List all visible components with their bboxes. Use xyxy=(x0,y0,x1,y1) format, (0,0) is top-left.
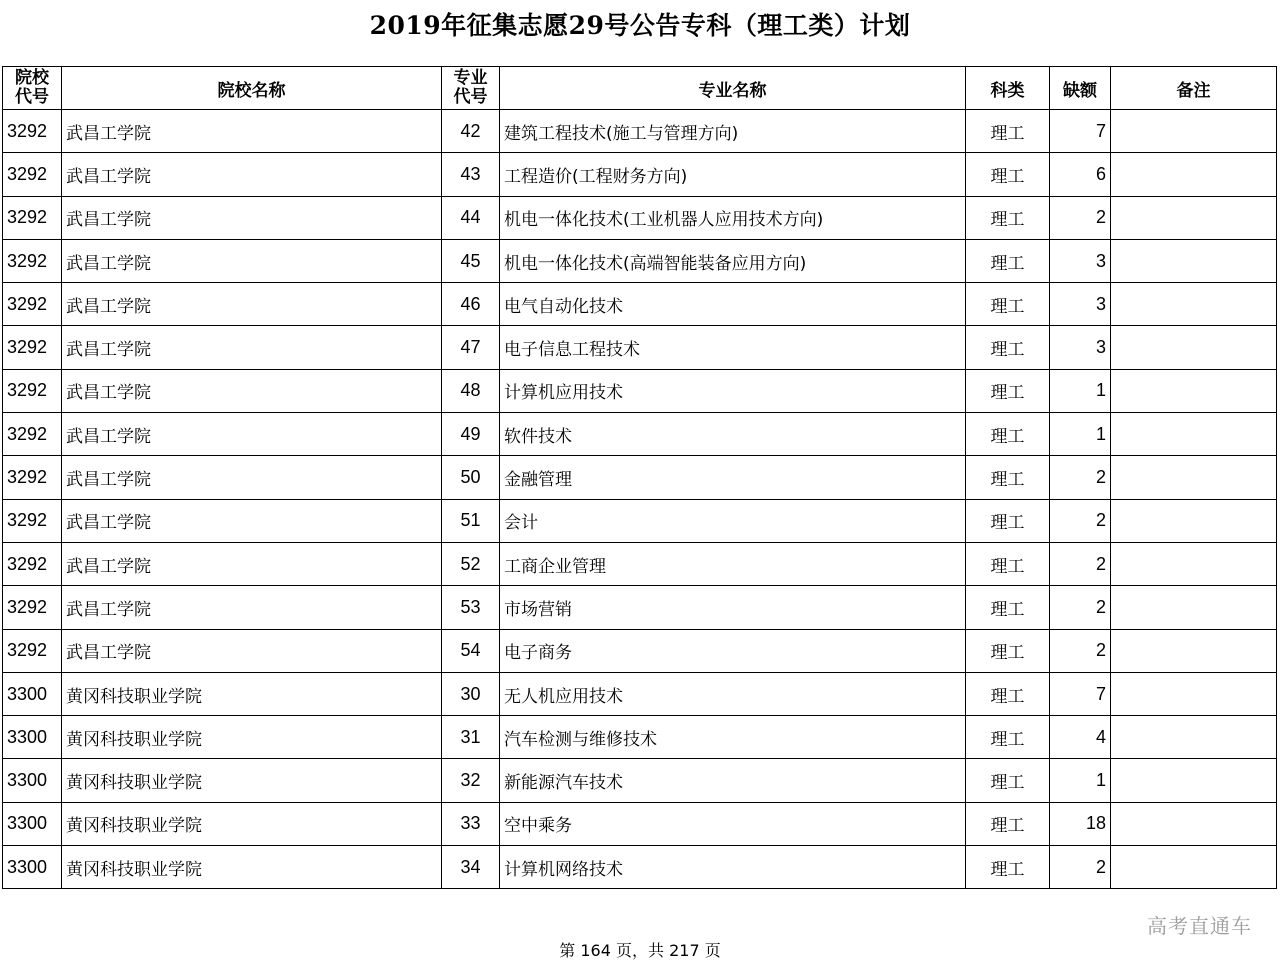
cell-major-name: 软件技术 xyxy=(500,413,966,456)
cell-remarks xyxy=(1111,499,1277,542)
cell-quota: 7 xyxy=(1050,672,1111,715)
cell-remarks xyxy=(1111,802,1277,845)
table-row xyxy=(3,110,1277,153)
cell-category: 理工 xyxy=(966,153,1050,196)
table-row xyxy=(3,542,1277,585)
cell-school-name: 黄冈科技职业学院 xyxy=(62,802,442,845)
cell-major-code: 30 xyxy=(442,672,500,715)
cell-quota: 1 xyxy=(1050,369,1111,412)
cell-quota: 2 xyxy=(1050,456,1111,499)
header-school-code xyxy=(3,67,62,110)
cell-school-name: 黄冈科技职业学院 xyxy=(62,716,442,759)
table-row xyxy=(3,499,1277,542)
cell-remarks xyxy=(1111,846,1277,889)
cell-remarks xyxy=(1111,369,1277,412)
cell-major-name: 汽车检测与维修技术 xyxy=(500,716,966,759)
header-quota: 缺额 xyxy=(1050,67,1111,110)
cell-school-code: 3292 xyxy=(3,283,62,326)
cell-major-code: 31 xyxy=(442,716,500,759)
cell-school-code: 3300 xyxy=(3,846,62,889)
cell-major-code: 44 xyxy=(442,196,500,239)
cell-remarks xyxy=(1111,759,1277,802)
cell-major-name: 建筑工程技术(施工与管理方向) xyxy=(500,110,966,153)
cell-school-name: 武昌工学院 xyxy=(62,110,442,153)
cell-school-name: 武昌工学院 xyxy=(62,629,442,672)
table-row xyxy=(3,759,1277,802)
cell-quota: 3 xyxy=(1050,283,1111,326)
cell-category: 理工 xyxy=(966,672,1050,715)
cell-school-code: 3292 xyxy=(3,196,62,239)
table-row xyxy=(3,196,1277,239)
cell-major-name: 会计 xyxy=(500,499,966,542)
document-title: 2019年征集志愿29号公告专科（理工类）计划 xyxy=(369,11,911,40)
cell-major-name: 新能源汽车技术 xyxy=(500,759,966,802)
cell-remarks xyxy=(1111,110,1277,153)
cell-school-code: 3292 xyxy=(3,499,62,542)
cell-quota: 2 xyxy=(1050,586,1111,629)
table-row xyxy=(3,153,1277,196)
cell-remarks xyxy=(1111,196,1277,239)
cell-quota: 18 xyxy=(1050,802,1111,845)
cell-quota: 1 xyxy=(1050,759,1111,802)
cell-major-code: 54 xyxy=(442,629,500,672)
cell-school-code: 3300 xyxy=(3,802,62,845)
cell-major-code: 42 xyxy=(442,110,500,153)
cell-quota: 2 xyxy=(1050,196,1111,239)
cell-major-code: 50 xyxy=(442,456,500,499)
table-row xyxy=(3,629,1277,672)
cell-major-name: 计算机网络技术 xyxy=(500,846,966,889)
cell-major-code: 43 xyxy=(442,153,500,196)
cell-category: 理工 xyxy=(966,499,1050,542)
cell-category: 理工 xyxy=(966,586,1050,629)
cell-category: 理工 xyxy=(966,846,1050,889)
cell-major-name: 机电一体化技术(工业机器人应用技术方向) xyxy=(500,196,966,239)
cell-remarks xyxy=(1111,629,1277,672)
table-row xyxy=(3,239,1277,282)
cell-school-code: 3292 xyxy=(3,586,62,629)
cell-category: 理工 xyxy=(966,196,1050,239)
cell-category: 理工 xyxy=(966,239,1050,282)
table-row xyxy=(3,716,1277,759)
cell-category: 理工 xyxy=(966,326,1050,369)
cell-remarks xyxy=(1111,413,1277,456)
header-school-name: 院校名称 xyxy=(62,67,442,110)
cell-category: 理工 xyxy=(966,110,1050,153)
header-remarks: 备注 xyxy=(1111,67,1277,110)
cell-major-code: 49 xyxy=(442,413,500,456)
cell-category: 理工 xyxy=(966,629,1050,672)
cell-remarks xyxy=(1111,283,1277,326)
cell-major-name: 金融管理 xyxy=(500,456,966,499)
cell-major-code: 52 xyxy=(442,542,500,585)
table-row xyxy=(3,672,1277,715)
cell-school-code: 3292 xyxy=(3,542,62,585)
cell-category: 理工 xyxy=(966,413,1050,456)
table-body xyxy=(3,110,1277,889)
cell-quota: 7 xyxy=(1050,110,1111,153)
cell-major-code: 51 xyxy=(442,499,500,542)
cell-school-code: 3292 xyxy=(3,110,62,153)
cell-quota: 3 xyxy=(1050,326,1111,369)
cell-major-name: 工程造价(工程财务方向) xyxy=(500,153,966,196)
cell-school-name: 武昌工学院 xyxy=(62,586,442,629)
cell-remarks xyxy=(1111,542,1277,585)
table-row xyxy=(3,369,1277,412)
cell-school-code: 3292 xyxy=(3,239,62,282)
cell-major-name: 市场营销 xyxy=(500,586,966,629)
table-row xyxy=(3,586,1277,629)
header-school-code-label: 院校 代号 xyxy=(15,68,49,107)
cell-major-name: 无人机应用技术 xyxy=(500,672,966,715)
cell-school-code: 3292 xyxy=(3,369,62,412)
cell-remarks xyxy=(1111,153,1277,196)
cell-major-code: 45 xyxy=(442,239,500,282)
cell-school-name: 武昌工学院 xyxy=(62,413,442,456)
cell-category: 理工 xyxy=(966,759,1050,802)
cell-school-name: 武昌工学院 xyxy=(62,542,442,585)
header-major-code-label: 专业 代号 xyxy=(453,68,488,107)
cell-category: 理工 xyxy=(966,542,1050,585)
cell-major-name: 电气自动化技术 xyxy=(500,283,966,326)
cell-remarks xyxy=(1111,456,1277,499)
enrollment-plan-table xyxy=(2,66,1277,889)
page-footer: 第 164 页，共 217 页 xyxy=(559,941,721,960)
cell-school-name: 武昌工学院 xyxy=(62,369,442,412)
cell-major-name: 电子信息工程技术 xyxy=(500,326,966,369)
cell-school-code: 3300 xyxy=(3,672,62,715)
cell-quota: 1 xyxy=(1050,413,1111,456)
table-row xyxy=(3,846,1277,889)
header-major-name: 专业名称 xyxy=(500,67,966,110)
cell-school-name: 武昌工学院 xyxy=(62,283,442,326)
table-header-row xyxy=(3,67,1277,110)
cell-major-code: 53 xyxy=(442,586,500,629)
cell-major-code: 32 xyxy=(442,759,500,802)
cell-major-name: 计算机应用技术 xyxy=(500,369,966,412)
cell-school-name: 黄冈科技职业学院 xyxy=(62,672,442,715)
cell-school-name: 武昌工学院 xyxy=(62,153,442,196)
cell-school-code: 3292 xyxy=(3,413,62,456)
cell-school-code: 3292 xyxy=(3,456,62,499)
watermark-text: 高考直通车 xyxy=(1147,914,1252,938)
cell-major-name: 机电一体化技术(高端智能装备应用方向) xyxy=(500,239,966,282)
cell-school-name: 武昌工学院 xyxy=(62,326,442,369)
cell-remarks xyxy=(1111,672,1277,715)
cell-major-code: 48 xyxy=(442,369,500,412)
cell-school-code: 3300 xyxy=(3,759,62,802)
table-row xyxy=(3,326,1277,369)
cell-quota: 2 xyxy=(1050,499,1111,542)
cell-remarks xyxy=(1111,586,1277,629)
table-row xyxy=(3,413,1277,456)
cell-quota: 2 xyxy=(1050,542,1111,585)
table-row xyxy=(3,802,1277,845)
cell-major-code: 46 xyxy=(442,283,500,326)
cell-major-name: 空中乘务 xyxy=(500,802,966,845)
table-row xyxy=(3,456,1277,499)
cell-school-code: 3292 xyxy=(3,326,62,369)
header-major-code xyxy=(442,67,500,110)
header-category: 科类 xyxy=(966,67,1050,110)
cell-school-code: 3300 xyxy=(3,716,62,759)
cell-school-name: 黄冈科技职业学院 xyxy=(62,846,442,889)
cell-quota: 6 xyxy=(1050,153,1111,196)
cell-remarks xyxy=(1111,716,1277,759)
cell-school-code: 3292 xyxy=(3,629,62,672)
cell-major-code: 34 xyxy=(442,846,500,889)
cell-major-code: 33 xyxy=(442,802,500,845)
table-row xyxy=(3,283,1277,326)
cell-major-code: 47 xyxy=(442,326,500,369)
cell-school-name: 武昌工学院 xyxy=(62,196,442,239)
cell-remarks xyxy=(1111,326,1277,369)
cell-school-name: 武昌工学院 xyxy=(62,499,442,542)
cell-school-name: 武昌工学院 xyxy=(62,456,442,499)
cell-school-name: 武昌工学院 xyxy=(62,239,442,282)
cell-quota: 3 xyxy=(1050,239,1111,282)
cell-major-name: 电子商务 xyxy=(500,629,966,672)
cell-school-code: 3292 xyxy=(3,153,62,196)
cell-category: 理工 xyxy=(966,716,1050,759)
cell-category: 理工 xyxy=(966,369,1050,412)
cell-category: 理工 xyxy=(966,802,1050,845)
cell-major-name: 工商企业管理 xyxy=(500,542,966,585)
cell-category: 理工 xyxy=(966,283,1050,326)
cell-quota: 2 xyxy=(1050,846,1111,889)
cell-quota: 4 xyxy=(1050,716,1111,759)
cell-quota: 2 xyxy=(1050,629,1111,672)
cell-school-name: 黄冈科技职业学院 xyxy=(62,759,442,802)
cell-category: 理工 xyxy=(966,456,1050,499)
cell-remarks xyxy=(1111,239,1277,282)
